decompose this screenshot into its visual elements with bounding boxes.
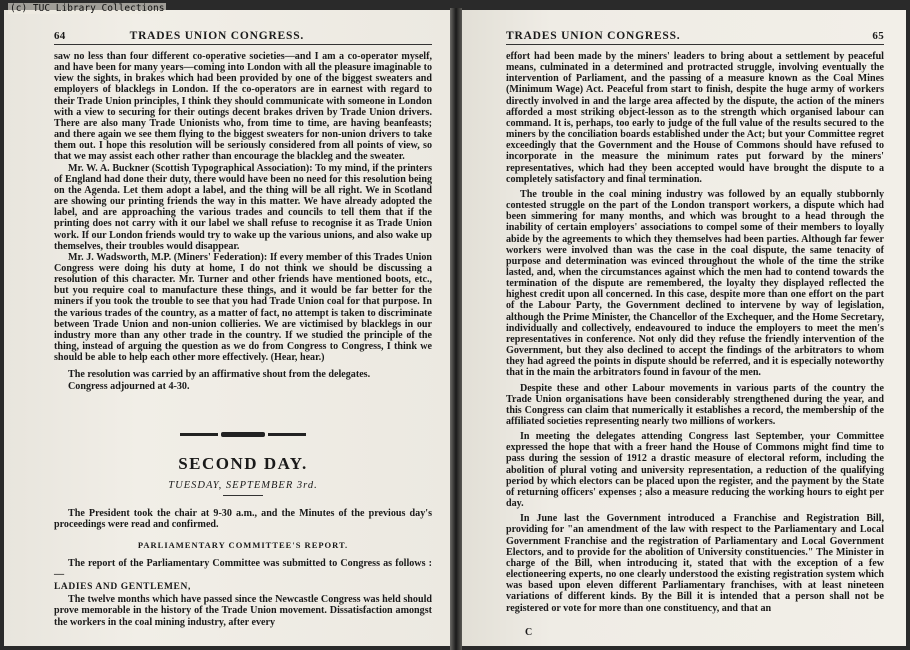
left-page-number: 64: [54, 30, 66, 42]
report-intro: The report of the Parliamentary Committee was submitted to Congress as follows :—: [54, 558, 432, 581]
paragraph-franchise: In June last the Government introduced a Franchise and Registration Bill, providing for "an amendment of the law with respect to the Parliamentary and Local Government Franchise and the registration of Parliamentary and Local Government Electors, and to provide for the abolition of University constituencies." The Minister in charge of the Bill, when introducing it, stated that with the exception of a few electioneering experts, no one clearly understood the existing registration system which was based upon eleven different Parliamentary franchises, with at least nineteen variations of different kinds. By the Bill it is intended that a person shall not be registered or vote for more than one constituency, and that an: [506, 513, 884, 614]
paragraph: saw no less than four different co-operative societies—and I am a co-operator myself, and have been for many years—coming into London with all the pleasure imaginable to view the sights, in brakes which had been provided by one of the biggest sweaters and employers of blacklegs in London. If the co-operators are in earnest with regard to their Trade Union principles, I think they should communicate with someone in London with a view to securing for their outings decent brakes driven by Trade Union drivers. There are also many Trade Unionists who, from time to time, are having beanfeasts; and there again we see them flying to the biggest sweaters for non-union drivers to take them out. I hope this resolution will be seriously considered from all points of view, so that we may assist each other rather than encourage the blackleg and the sweater.: [54, 51, 432, 163]
book-gutter: [450, 8, 462, 650]
paragraph-electoral: In meeting the delegates attending Congress last September, your Committee expressed the hope that with a freer hand the House of Commons might find time to pass during the session of 1912 a drastic measure of electoral reform, including the abolition of plural voting and university representation, a reduction of the qualifying period by which electors can be placed upon the register, and the payment by the State of returning officers' expenses ; also a measure reducing the working hours to eight per day.: [506, 431, 884, 510]
date-line: [54, 480, 432, 496]
paragraph-miners: effort had been made by the miners' leaders to bring about a settlement by peaceful means, culminated in a determined and protracted struggle, involving eventually the intervention of Parliament, and the passing of a measure known as the Coal Mines (Minimum Wage) Act. Peaceful from start to finish, despite the huge army of workers directly involved in and the large area affected by the dispute, the action of the miners afforded a most striking object-lesson as to the strength which organised labour can command. It is, perhaps, too early to judge of the full value of the results secured to the miners by the conciliation boards established under the Act; but your Committee regret exceedingly that the Government and the House of Commons should have refused to incorporate in the measure the minimum rates put forward by the miners' representatives, which had they been accepted would have brought the dispute to a completely satisfactory and final termination.: [506, 51, 884, 185]
committee-heading: PARLIAMENTARY COMMITTEE'S REPORT.: [137, 540, 349, 550]
watermark: (c) TUC Library Collections: [10, 3, 165, 14]
day-heading: SECOND DAY.: [178, 453, 308, 473]
left-running-head: [54, 30, 432, 45]
ornament-divider: [54, 428, 432, 440]
twelve-months-paragraph: The twelve months which have passed since the Newcastle Congress was held should prove memorable in the history of the Trade Union movement. Dissatisfaction amongst the workers in the coal mining industry, after every: [54, 594, 432, 628]
adjourned-text: Congress adjourned at 4-30.: [68, 380, 190, 392]
resolution-text: The resolution was carried by an affirmative shout from the delegates.: [68, 369, 371, 381]
paragraph-membership: Despite these and other Labour movements in various parts of the country the Trade Union organisations have been considerably strengthened during the year, and this Congress can claim that numerically it establishes a record, the membership of the affiliated societies representing nearly two millions of workers.: [506, 382, 884, 427]
left-page: [4, 10, 450, 646]
paragraph-buckner: Mr. W. A. Buckner (Scottish Typographical Association): To my mind, if the printers of England had done their duty, there would have been no need for this resolution being on the Agenda. Let them adopt a label, and the thing will be all right. We in Scotland are showing our printing friends the way in this matter. We have already adopted the label, and are approaching the various trades and councils to tell them that if the printing does not carry with it our label we shall refuse to recognise it as Trade Union work. If our London friends would try to wake up the various unions, and also wake up themselves, their troubles would disappear.: [54, 162, 432, 252]
president-paragraph: The President took the chair at 9-30 a.m., and the Minutes of the previous day's proceedings were read and confirmed.: [54, 507, 432, 530]
right-page-number: 65: [872, 30, 884, 42]
left-running-title: TRADES UNION CONGRESS.: [129, 30, 305, 42]
paragraph-wadsworth: Mr. J. Wadsworth, M.P. (Miners' Federation): If every member of this Trades Union Congress were doing his duty at home, I do not think we should be discussing a resolution of this character. Mr. Turner and other friends have mentioned boots, etc., but you require coal to manufacture these things, and it would be far better for the miners if you took the trouble to see that you had Trade Union coal for that purpose. In the various trades of the country, as a matter of fact, no attempt is taken to discriminate between Trade Union and non-union collieries. We are victimised by blacklegs in our industry more than any other trade in the country. If we studied the principle of the thing, instead of arguing the question as we do from Congress to Congress, I think we should be able to help each other more effectively. (Hear, hear.): [54, 251, 432, 364]
right-running-title: TRADES UNION CONGRESS.: [506, 30, 681, 42]
paragraph-transport: The trouble in the coal mining industry was followed by an equally stubbornly contested struggle on the part of the London transport workers, a dispute which had been simmering for many months, and which was brought to a head through the inability of certain employers' associations to compel some of their members to loyally abide by the agreements to which they themselves had been parties. Although far fewer workers were involved than was the case in the coal dispute, the same tenacity of purpose and determination was evinced throughout the whole of the time the strike lasted, and, when the circumstances against which the men had to contend towards the termination of the dispute are remembered, the loyalty they displayed reflected the highest credit upon all concerned. In this case, despite more than one effort on the part of the Labour Party, the Government declined to intervene by way of legislation, although the Prime Minister, the Chancellor of the Exchequer, and the Home Secretary, individually and collectively, endeavoured to induce the employers to meet the men's representatives in conference. Not only did they refuse the friendly intervention of the Government, but they also declined to accept the findings of the arbitrators to whom they had agreed the points in dispute should be referred, and it is especially noteworthy that in the main the arbitrators found in favour of the men.: [506, 188, 884, 379]
salutation: LADIES AND GENTLEMEN,: [54, 582, 191, 593]
signature-mark: C: [525, 627, 533, 638]
date-rule: [223, 495, 263, 496]
date-text: TUESDAY, SEPTEMBER 3rd.: [168, 479, 318, 491]
right-page: [462, 10, 906, 646]
right-running-head: [506, 30, 884, 45]
